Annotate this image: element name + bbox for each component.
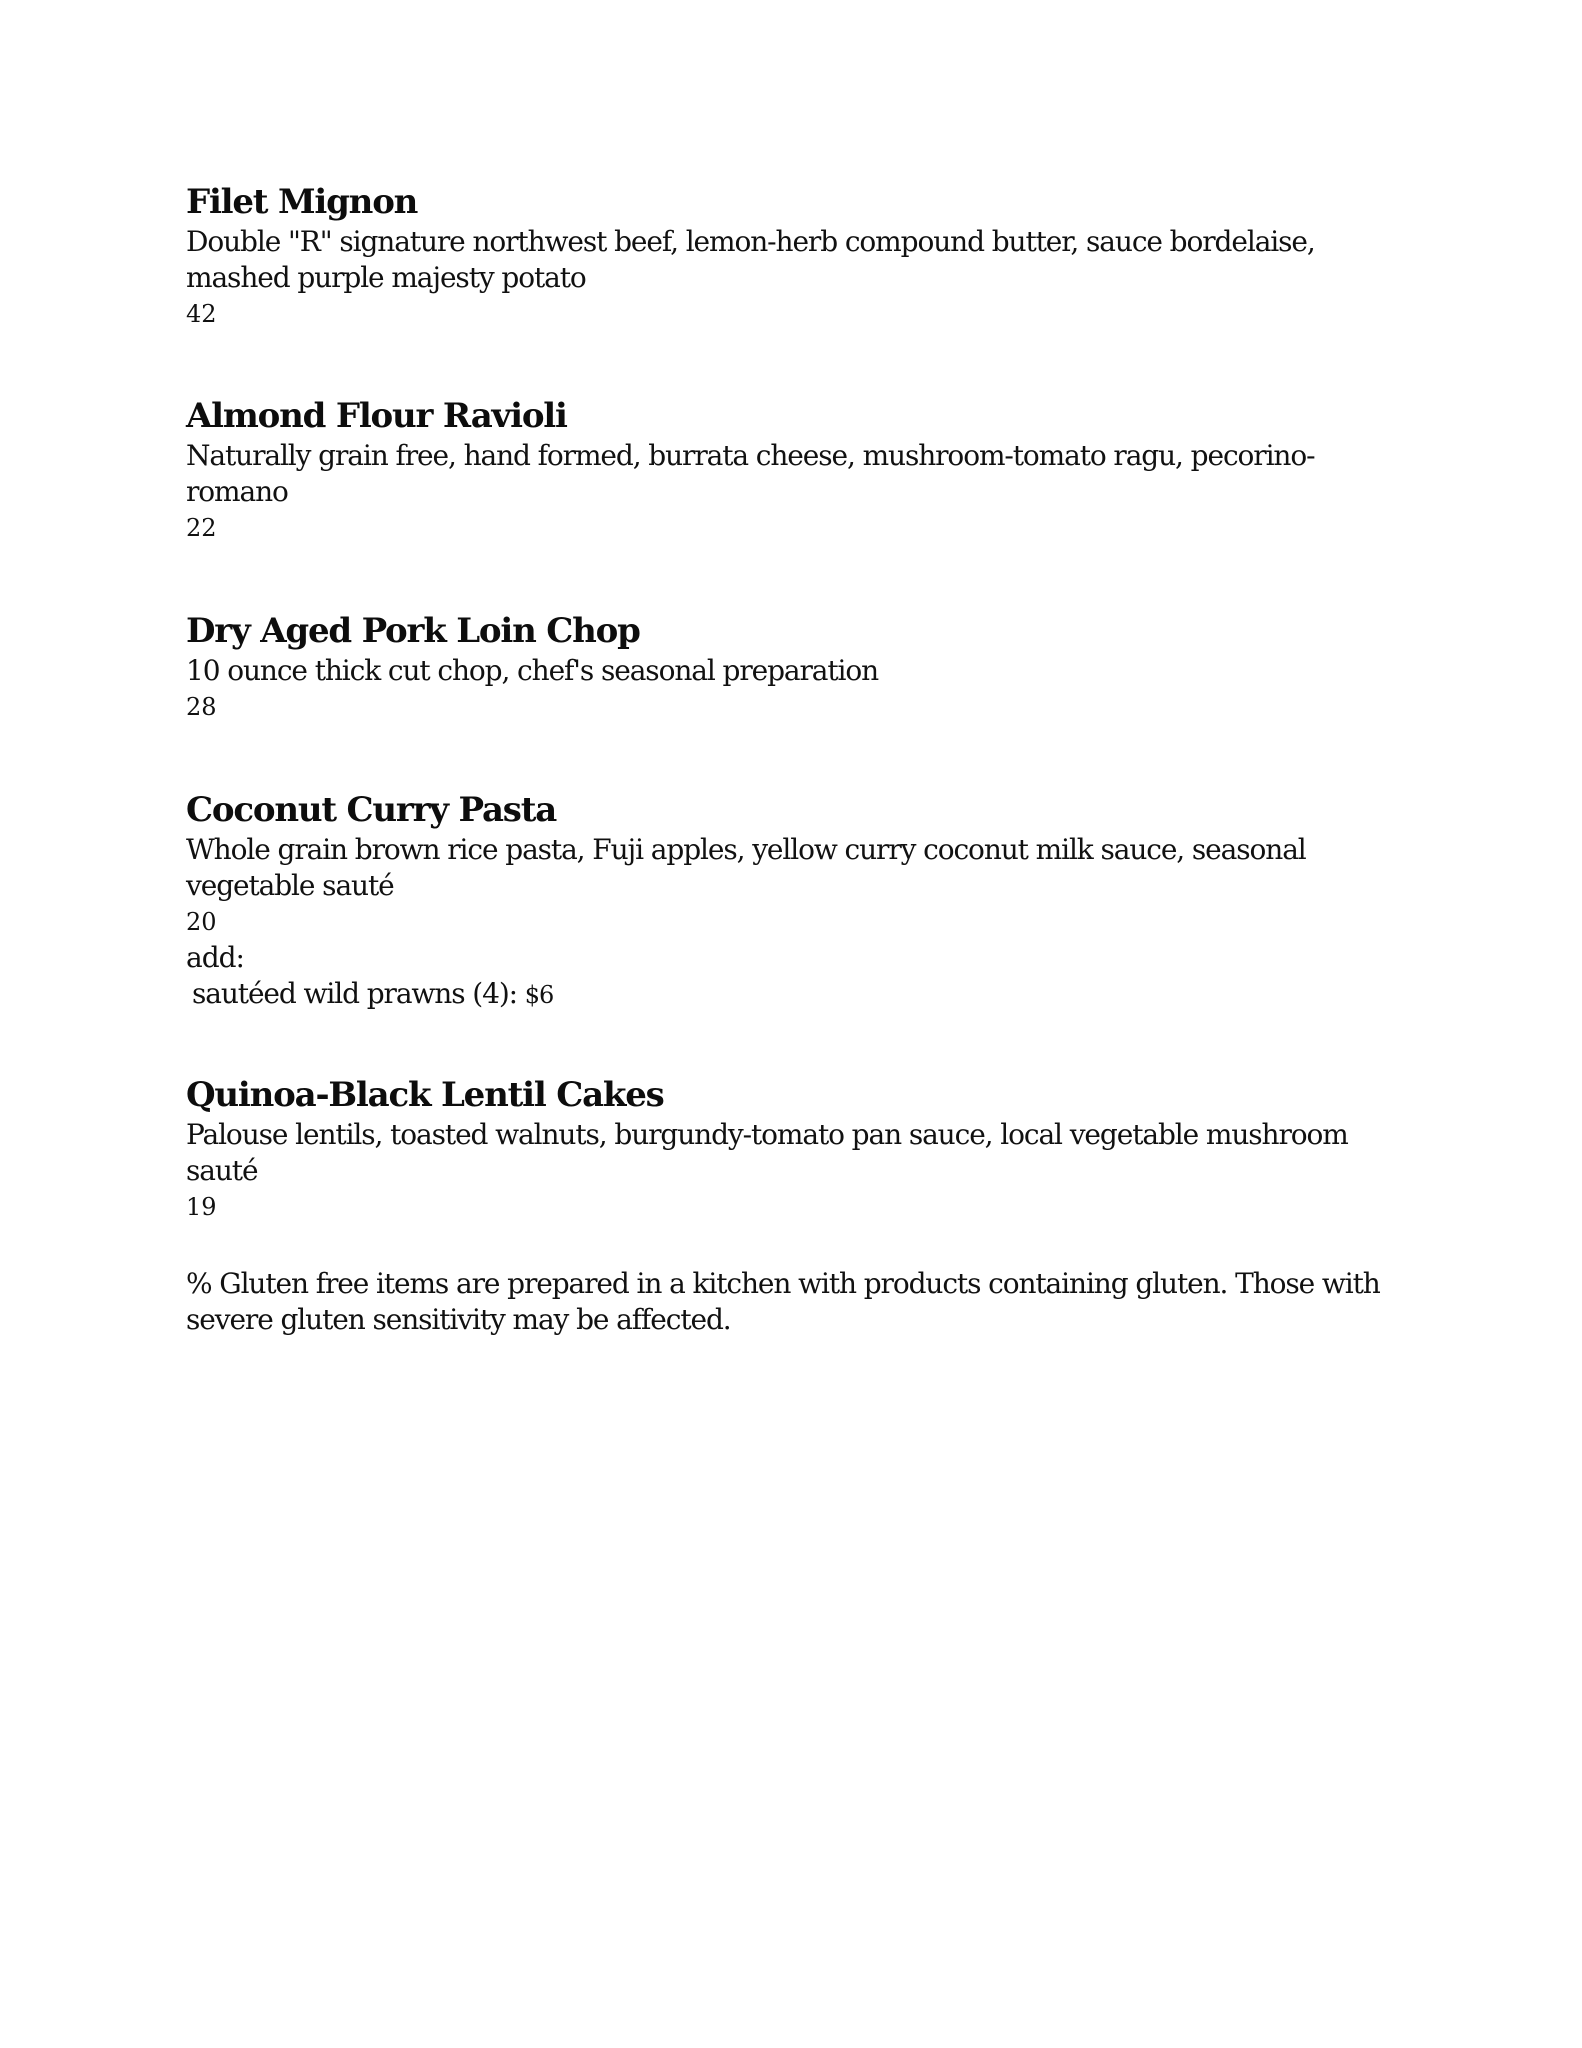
menu-item-almond-flour-ravioli bbox=[186, 396, 1416, 546]
item-description: Naturally grain free, hand formed, burrata cheese, mushroom-tomato ragu, pecorino-romano bbox=[186, 439, 1315, 508]
item-name: Dry Aged Pork Loin Chop bbox=[186, 611, 640, 651]
item-price: 42 bbox=[186, 300, 217, 328]
addon-item: sautéed wild prawns (4): bbox=[192, 977, 525, 1010]
menu-item-coconut-curry-pasta bbox=[186, 790, 1416, 1013]
menu-item-quinoa-black-lentil-cakes bbox=[186, 1075, 1416, 1225]
item-price: 20 bbox=[186, 908, 217, 936]
item-name: Almond Flour Ravioli bbox=[186, 396, 567, 436]
item-name: Coconut Curry Pasta bbox=[186, 790, 557, 830]
menu-item-filet-mignon bbox=[186, 182, 1416, 332]
addon-line bbox=[192, 976, 1416, 1013]
item-description: 10 ounce thick cut chop, chef's seasonal preparation bbox=[186, 654, 879, 687]
item-description: Palouse lentils, toasted walnuts, burgundy-tomato pan sauce, local vegetable mushroom sauté bbox=[186, 1118, 1348, 1187]
gluten-footnote: % Gluten free items are prepared in a kitchen with products containing gluten. Those with severe gluten sensitivity may be affected. bbox=[186, 1267, 1380, 1336]
item-name: Quinoa-Black Lentil Cakes bbox=[186, 1075, 664, 1115]
item-price: 22 bbox=[186, 514, 217, 542]
addon-price: $6 bbox=[524, 981, 554, 1009]
item-description: Whole grain brown rice pasta, Fuji apples, yellow curry coconut milk sauce, seasonal vegetable sauté bbox=[186, 833, 1306, 902]
item-price: 28 bbox=[186, 693, 217, 721]
item-name: Filet Mignon bbox=[186, 182, 418, 222]
menu-item-dry-aged-pork-loin-chop bbox=[186, 611, 1416, 725]
item-description: Double "R" signature northwest beef, lemon-herb compound butter, sauce bordelaise, mashed purple majesty potato bbox=[186, 225, 1315, 294]
item-price: 19 bbox=[186, 1193, 217, 1221]
addon-label: add: bbox=[186, 941, 244, 974]
